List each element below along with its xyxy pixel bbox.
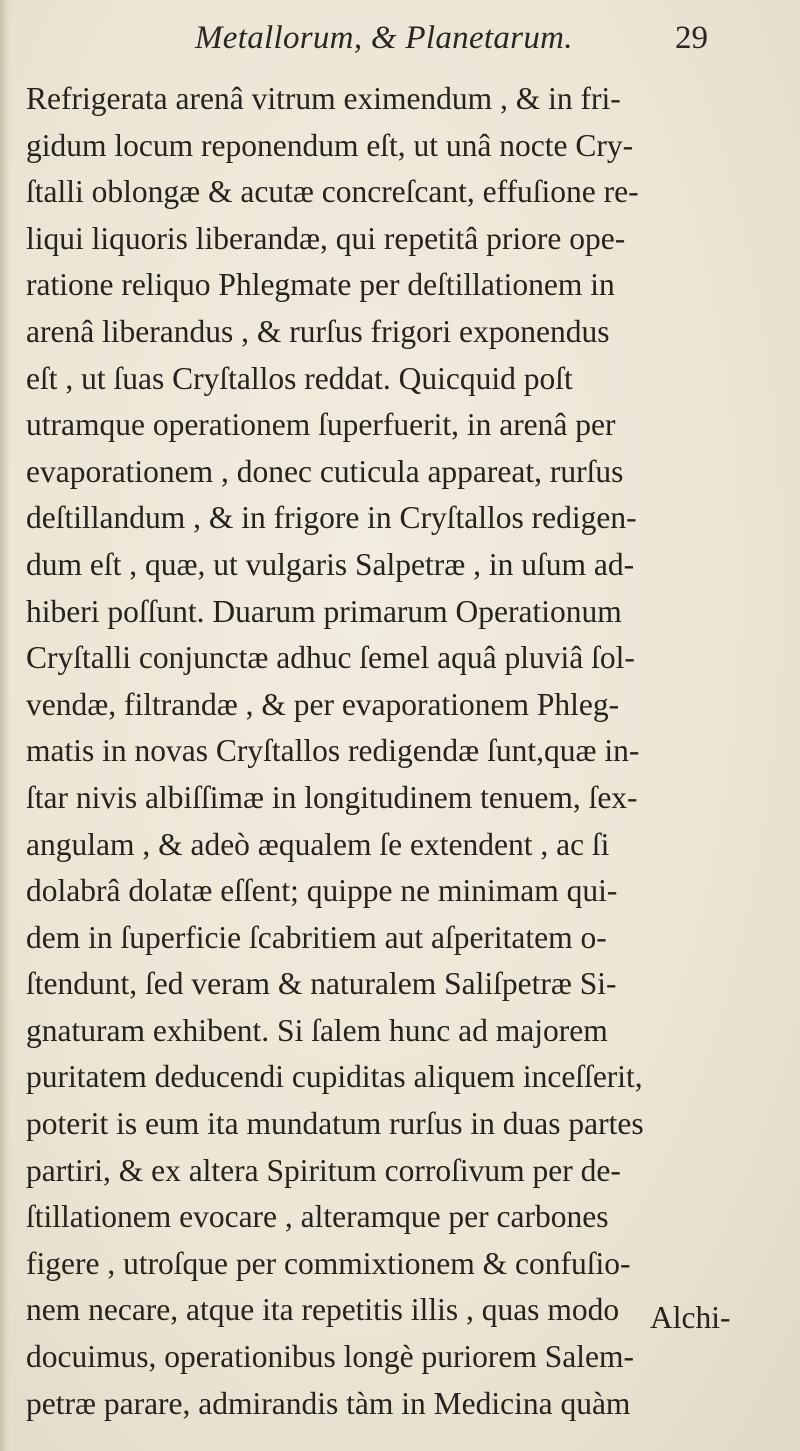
text-line: dolabrâ dolatæ eſſent; quippe ne minimam qui- bbox=[26, 873, 618, 909]
text-line: Refrigerata arenâ vitrum eximendum , & in fri- bbox=[26, 81, 621, 116]
text-line: vendæ, filtrandæ , & per evaporationem Phleg- bbox=[26, 686, 620, 722]
text-line: partiri, & ex altera Spiritum corroſivum per de- bbox=[26, 1152, 621, 1188]
text-line: matis in novas Cryſtallos redigendæ ſunt,quæ in- bbox=[26, 733, 640, 769]
text-line: docuimus, operationibus longè puriorem Salem- bbox=[26, 1339, 635, 1375]
page-header bbox=[0, 12, 800, 72]
text-line: nem necare, atque ita repetitis illis , quas modo bbox=[26, 1292, 620, 1328]
text-line: eſt , ut ſuas Cryſtallos reddat. Quicquid poſt bbox=[26, 360, 573, 396]
text-line: deſtillandum , & in frigore in Cryſtallos redigen- bbox=[26, 500, 637, 536]
text-line: ratione reliquo Phlegmate per deſtillationem in bbox=[26, 267, 615, 303]
text-line: ſtendunt, ſed veram & naturalem Saliſpetræ Si- bbox=[26, 966, 617, 1002]
catchword: Alchi- bbox=[650, 1300, 731, 1335]
text-line: ſtar nivis albiſſimæ in longitudinem tenuem, ſex- bbox=[26, 779, 638, 815]
page-gutter-shadow bbox=[0, 0, 10, 1451]
page-number: 29 bbox=[675, 20, 708, 56]
text-line: puritatem deducendi cupiditas aliquem inceſſerit, bbox=[26, 1059, 643, 1095]
text-line: liqui liquoris liberandæ, qui repetitâ priore ope- bbox=[26, 220, 626, 256]
text-line: dem in ſuperficie ſcabritiem aut aſperitatem o- bbox=[26, 919, 607, 955]
text-line: evaporationem , donec cuticula appareat, rurſus bbox=[26, 453, 624, 489]
text-line: utramque operationem ſuperfuerit, in arenâ per bbox=[26, 407, 616, 443]
text-line: petræ parare, admirandis tàm in Medicina quàm bbox=[26, 1385, 631, 1421]
text-line: hiberi poſſunt. Duarum primarum Operationum bbox=[26, 593, 622, 629]
text-line: ſtalli oblongæ & acutæ concreſcant, effuſione re- bbox=[26, 174, 639, 210]
body-text bbox=[26, 76, 786, 1427]
text-line: Cryſtalli conjunctæ adhuc ſemel aquâ pluviâ ſol- bbox=[26, 640, 635, 676]
text-line: dum eſt , quæ, ut vulgaris Salpetræ , in uſum ad- bbox=[26, 546, 635, 582]
text-line: ſtillationem evocare , alteramque per carbones bbox=[26, 1199, 609, 1235]
text-line: angulam , & adeò æqualem ſe extendent , ac ſi bbox=[26, 826, 610, 862]
text-line: gnaturam exhibent. Si ſalem hunc ad majorem bbox=[26, 1012, 608, 1048]
text-line: figere , utroſque per commixtionem & confuſio- bbox=[26, 1245, 631, 1281]
running-title: Metallorum, & Planetarum. bbox=[195, 20, 573, 56]
text-line: poterit is eum ita mundatum rurſus in duas partes bbox=[26, 1106, 644, 1142]
text-line: arenâ liberandus , & rurſus frigori exponendus bbox=[26, 313, 610, 349]
text-line: gidum locum reponendum eſt, ut unâ nocte Cry- bbox=[26, 127, 634, 163]
